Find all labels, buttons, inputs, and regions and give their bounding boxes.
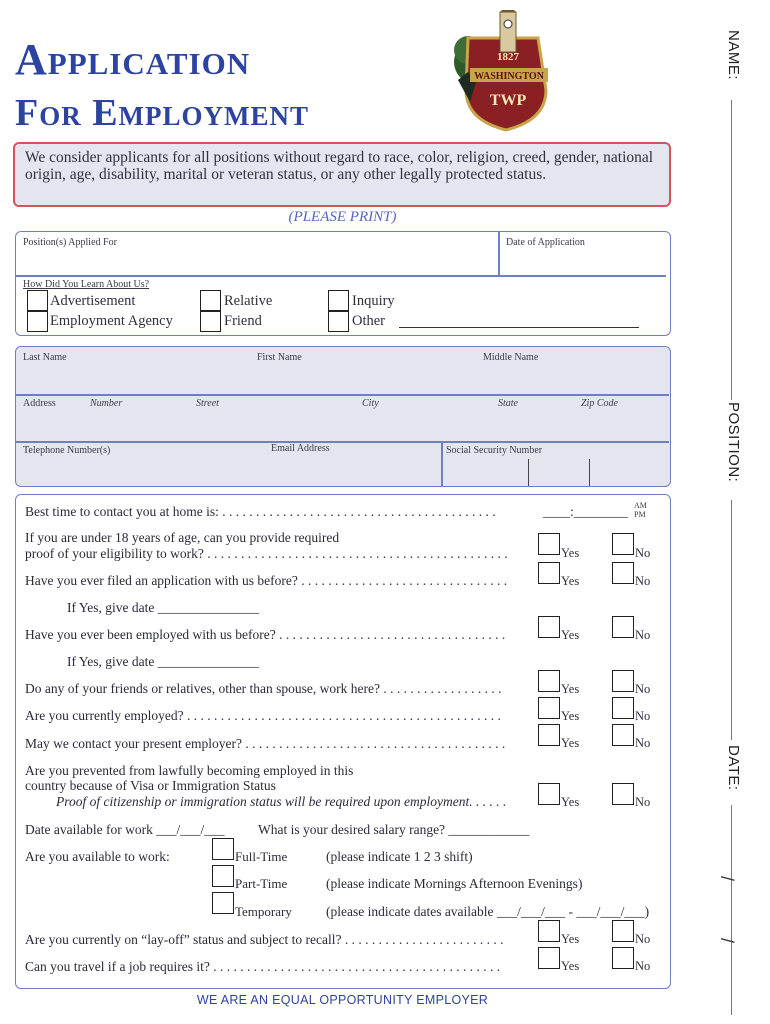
contact-yes-label: Yes xyxy=(561,736,580,750)
visa-no-label: No xyxy=(635,795,651,809)
position-section xyxy=(15,231,671,336)
under18-yes-checkbox[interactable] xyxy=(538,533,560,555)
best-time-blank[interactable]: ____:________ xyxy=(543,504,628,519)
relative-checkbox[interactable] xyxy=(200,290,221,311)
street-label: Street xyxy=(196,398,219,409)
township-seal-logo xyxy=(448,10,558,132)
employed-before-no-label: No xyxy=(635,628,651,642)
filed-yes-label: Yes xyxy=(561,574,580,588)
filed-no-checkbox[interactable] xyxy=(612,562,634,584)
equal-opportunity-notice: We consider applicants for all positions without regard to race, color, religion, creed, gender, national origin, age, disability, marital or veteran status, or any other legally protected status. xyxy=(13,142,671,207)
employed-before-yes-checkbox[interactable] xyxy=(538,616,560,638)
zip-code-label: Zip Code xyxy=(581,398,618,409)
filed-no-label: No xyxy=(635,574,651,588)
am-label: AM xyxy=(634,501,647,510)
employed-before-no-checkbox[interactable] xyxy=(612,616,634,638)
svg-text:WASHINGTON: WASHINGTON xyxy=(474,71,544,82)
friends-no-checkbox[interactable] xyxy=(612,670,634,692)
friends-yes-checkbox[interactable] xyxy=(538,670,560,692)
visa-question-note: Proof of citizenship or immigration status will be required upon employment. . . . . . xyxy=(56,794,507,809)
last-name-label: Last Name xyxy=(23,352,67,363)
travel-yes-label: Yes xyxy=(561,959,580,973)
employed-before-yes-label: Yes xyxy=(561,628,580,642)
travel-question: Can you travel if a job requires it? . . . . . . . . . . . . . . . . . . . . . . . . . . . . . . . . . . . . . . . . . . . xyxy=(25,959,501,974)
svg-text:TWP: TWP xyxy=(489,92,527,109)
layoff-no-label: No xyxy=(635,932,651,946)
friend-checkbox[interactable] xyxy=(200,311,221,332)
page-title xyxy=(15,35,310,134)
filed-yes-checkbox[interactable] xyxy=(538,562,560,584)
pm-label: PM xyxy=(634,510,646,519)
fulltime-label: Full-Time xyxy=(235,849,288,864)
sidebar-name-line[interactable] xyxy=(731,100,732,400)
ssn-label: Social Security Number xyxy=(446,445,543,456)
layoff-no-checkbox[interactable] xyxy=(612,920,634,942)
advertisement-checkbox[interactable] xyxy=(27,290,48,311)
middle-name-label: Middle Name xyxy=(483,352,539,363)
visa-yes-label: Yes xyxy=(561,795,580,809)
email-label: Email Address xyxy=(271,443,330,454)
fulltime-checkbox[interactable] xyxy=(212,838,234,860)
first-name-label: First Name xyxy=(257,352,302,363)
relative-label: Relative xyxy=(224,293,273,309)
sidebar-labels xyxy=(717,30,752,1020)
telephone-label: Telephone Number(s) xyxy=(23,445,111,456)
filed-question: Have you ever filed an application with us before? . . . . . . . . . . . . . . . . . . . . . . . . . . . . . . . xyxy=(25,573,508,588)
please-print-label: (PLEASE PRINT) xyxy=(288,209,397,225)
friends-question: Do any of your friends or relatives, other than spouse, work here? . . . . . . . . . . . . . . . . . . xyxy=(25,681,502,696)
equal-opportunity-footer: WE ARE AN EQUAL OPPORTUNITY EMPLOYER xyxy=(196,993,489,1007)
city-label: City xyxy=(362,398,379,409)
address-label: Address xyxy=(23,398,56,409)
available-to-work-label: Are you available to work: xyxy=(25,849,170,864)
travel-yes-checkbox[interactable] xyxy=(538,947,560,969)
temporary-checkbox[interactable] xyxy=(212,892,234,914)
title-line-1: Application xyxy=(15,35,251,84)
layoff-question: Are you currently on “lay-off” status and subject to recall? . . . . . . . . . . . . . . . . . . . . . . . . xyxy=(25,932,504,947)
sidebar-position-line[interactable] xyxy=(731,500,732,740)
sidebar-date-label: DATE: xyxy=(725,745,742,791)
other-blank-line[interactable] xyxy=(399,327,639,328)
number-label: Number xyxy=(90,398,123,409)
sidebar-date-line[interactable] xyxy=(731,805,732,1015)
friends-no-label: No xyxy=(635,682,651,696)
personal-info-section xyxy=(15,346,671,487)
other-checkbox[interactable] xyxy=(328,311,349,332)
contact-yes-checkbox[interactable] xyxy=(538,724,560,746)
employment-agency-checkbox[interactable] xyxy=(27,311,48,332)
currently-yes-label: Yes xyxy=(561,709,580,723)
state-label: State xyxy=(498,398,518,409)
inquiry-label: Inquiry xyxy=(352,293,395,309)
title-line-2: For Employment xyxy=(15,92,310,134)
learn-about-label: How Did You Learn About Us? xyxy=(23,279,150,290)
visa-no-checkbox[interactable] xyxy=(612,783,634,805)
currently-no-checkbox[interactable] xyxy=(612,697,634,719)
visa-question-line2: country because of Visa or Immigration Status xyxy=(25,778,276,793)
salary-range-field[interactable]: What is your desired salary range? ____________ xyxy=(258,822,530,837)
employed-before-question: Have you ever been employed with us before? . . . . . . . . . . . . . . . . . . . . . . . . . . . . . . . . . . xyxy=(25,627,506,642)
inquiry-checkbox[interactable] xyxy=(328,290,349,311)
travel-no-checkbox[interactable] xyxy=(612,947,634,969)
sidebar-date-slash-1: / xyxy=(717,875,738,882)
layoff-yes-label: Yes xyxy=(561,932,580,946)
friend-label: Friend xyxy=(224,313,262,329)
layoff-yes-checkbox[interactable] xyxy=(538,920,560,942)
friends-yes-label: Yes xyxy=(561,682,580,696)
position-applied-label: Position(s) Applied For xyxy=(23,237,117,248)
parttime-checkbox[interactable] xyxy=(212,865,234,887)
employed-date-line[interactable]: If Yes, give date _______________ xyxy=(67,654,259,669)
under18-question-line1: If you are under 18 years of age, can you provide required xyxy=(25,530,340,545)
contact-employer-question: May we contact your present employer? . . . . . . . . . . . . . . . . . . . . . . . . . . . . . . . . . . . . . . . xyxy=(25,736,506,751)
under18-yes-label: Yes xyxy=(561,546,580,560)
sidebar-position-label: POSITION: xyxy=(725,402,742,483)
filed-date-line[interactable]: If Yes, give date _______________ xyxy=(67,600,259,615)
contact-no-label: No xyxy=(635,736,651,750)
under18-question-line2: proof of your eligibility to work? . . . . . . . . . . . . . . . . . . . . . . . . . . . . . . . . . . . . . . . . . . . . . xyxy=(25,546,508,561)
other-label: Other xyxy=(352,313,386,329)
under18-no-checkbox[interactable] xyxy=(612,533,634,555)
parttime-note: (please indicate Mornings Afternoon Evenings) xyxy=(326,876,583,891)
contact-no-checkbox[interactable] xyxy=(612,724,634,746)
sidebar-name-label: NAME: xyxy=(725,30,742,81)
temporary-note[interactable]: (please indicate dates available ___/___/___ - ___/___/___) xyxy=(326,904,650,919)
currently-no-label: No xyxy=(635,709,651,723)
visa-yes-checkbox[interactable] xyxy=(538,783,560,805)
currently-yes-checkbox[interactable] xyxy=(538,697,560,719)
under18-no-label: No xyxy=(635,546,651,560)
sidebar-date-slash-2: / xyxy=(717,937,738,944)
date-of-application-label: Date of Application xyxy=(506,237,585,248)
date-available-field[interactable]: Date available for work ___/___/___ xyxy=(25,822,225,837)
best-time-question: Best time to contact you at home is: . . . . . . . . . . . . . . . . . . . . . . . . . . . . . . . . . . . . . . . . . xyxy=(25,504,496,519)
fulltime-note: (please indicate 1 2 3 shift) xyxy=(326,849,473,864)
travel-no-label: No xyxy=(635,959,651,973)
visa-question-line1: Are you prevented from lawfully becoming employed in this xyxy=(25,763,354,778)
temporary-label: Temporary xyxy=(235,904,292,919)
employment-agency-label: Employment Agency xyxy=(50,313,173,329)
svg-text:1827: 1827 xyxy=(497,51,519,63)
currently-employed-question: Are you currently employed? . . . . . . . . . . . . . . . . . . . . . . . . . . . . . . . . . . . . . . . . . . . . . . . xyxy=(25,708,501,723)
advertisement-label: Advertisement xyxy=(50,293,136,309)
parttime-label: Part-Time xyxy=(235,876,288,891)
